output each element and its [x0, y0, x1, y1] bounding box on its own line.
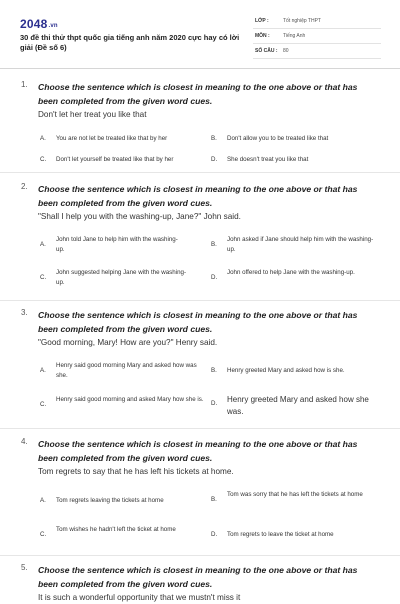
option-text: Tom wishes he hadn't left the ticket at home — [56, 526, 176, 533]
question-number: 3. — [21, 308, 28, 317]
option-text: Tom regrets to leave the ticket at home — [227, 531, 334, 538]
option-text: She doesn't treat you like that — [227, 156, 309, 163]
meta-value: Tiếng Anh — [283, 33, 306, 39]
question-instruction: Choose the sentence which is closest in meaning to the one above or that has been completed from the given word cues. — [38, 565, 358, 589]
question-text: "Shall I help you with the washing-up, Jane?" John said. — [38, 212, 241, 221]
option-text: Tom was sorry that he has left the tickets at home — [227, 491, 363, 498]
option-letter: C. — [40, 531, 47, 538]
option-letter: B. — [211, 241, 217, 248]
option-text: Henry said good morning Mary and asked how was she. — [56, 362, 197, 379]
option-text: Henry said good morning and asked Mary how she is. — [56, 396, 204, 403]
option-text: Henry greeted Mary and asked how she was. — [227, 395, 369, 416]
option-letter: D. — [211, 156, 218, 163]
page-header — [0, 0, 400, 68]
exam-meta — [253, 15, 381, 60]
question-divider — [0, 555, 400, 556]
question-text: Tom regrets to say that he has left his tickets at home. — [38, 467, 234, 476]
option-text: John asked if Jane should help him with the washing-up. — [227, 236, 374, 253]
question-divider — [0, 428, 400, 429]
question-text: "Good morning, Mary! How are you?" Henry said. — [38, 338, 218, 347]
logo-text: 2048 — [20, 17, 48, 31]
option-letter: D. — [211, 531, 218, 538]
question-divider — [0, 300, 400, 301]
option-letter: C. — [40, 401, 47, 408]
option-text: Henry greeted Mary and asked how is she. — [227, 367, 345, 374]
site-logo[interactable] — [20, 17, 58, 31]
option-letter: A. — [40, 241, 46, 248]
question-number: 1. — [21, 80, 28, 89]
option-letter: C. — [40, 156, 47, 163]
meta-value: 80 — [283, 48, 289, 54]
option-text: You are not let be treated like that by her — [56, 135, 168, 142]
option-letter: B. — [211, 135, 217, 142]
document-title: 30 đề thi thử thpt quốc gia tiếng anh năm 2020 cực hay có lời giải (Đề số 6) — [20, 33, 240, 52]
option-letter: A. — [40, 367, 46, 374]
option-letter: A. — [40, 135, 46, 142]
meta-key: SỐ CÂU : — [255, 48, 278, 54]
question-number: 4. — [21, 437, 28, 446]
question-text: It is such a wonderful opportunity that we mustn't miss it — [38, 593, 241, 602]
question-instruction: Choose the sentence which is closest in meaning to the one above or that has been completed from the given word cues. — [38, 184, 358, 208]
option-text: Don't allow you to be treated like that — [227, 135, 329, 142]
logo-domain: .vn — [48, 23, 58, 29]
header-divider — [0, 68, 400, 69]
option-letter: A. — [40, 497, 46, 504]
option-text: Tom regrets leaving the tickets at home — [56, 497, 164, 504]
option-letter: D. — [211, 274, 218, 281]
question-instruction: Choose the sentence which is closest in meaning to the one above or that has been completed from the given word cues. — [38, 82, 358, 106]
option-letter: D. — [211, 400, 218, 407]
option-letter: B. — [211, 367, 217, 374]
meta-key: MÔN : — [255, 33, 270, 39]
meta-row-subject — [253, 30, 381, 44]
option-letter: B. — [211, 496, 217, 503]
meta-row-class — [253, 15, 381, 29]
option-text: John offered to help Jane with the washing-up. — [227, 269, 355, 276]
option-text: John suggested helping Jane with the washing-up. — [56, 269, 187, 286]
option-text: John told Jane to help him with the washing-up. — [56, 236, 178, 253]
question-instruction: Choose the sentence which is closest in meaning to the one above or that has been completed from the given word cues. — [38, 310, 358, 334]
question-number: 5. — [21, 563, 28, 572]
question-divider — [0, 172, 400, 173]
meta-key: LỚP : — [255, 18, 269, 24]
meta-value: Tốt nghiệp THPT — [283, 18, 321, 24]
meta-row-count — [253, 45, 381, 59]
question-text: Don't let her treat you like that — [38, 110, 147, 119]
option-letter: C. — [40, 274, 47, 281]
option-text: Don't let yourself be treated like that by her — [56, 156, 174, 163]
question-number: 2. — [21, 182, 28, 191]
question-instruction: Choose the sentence which is closest in meaning to the one above or that has been completed from the given word cues. — [38, 439, 358, 463]
